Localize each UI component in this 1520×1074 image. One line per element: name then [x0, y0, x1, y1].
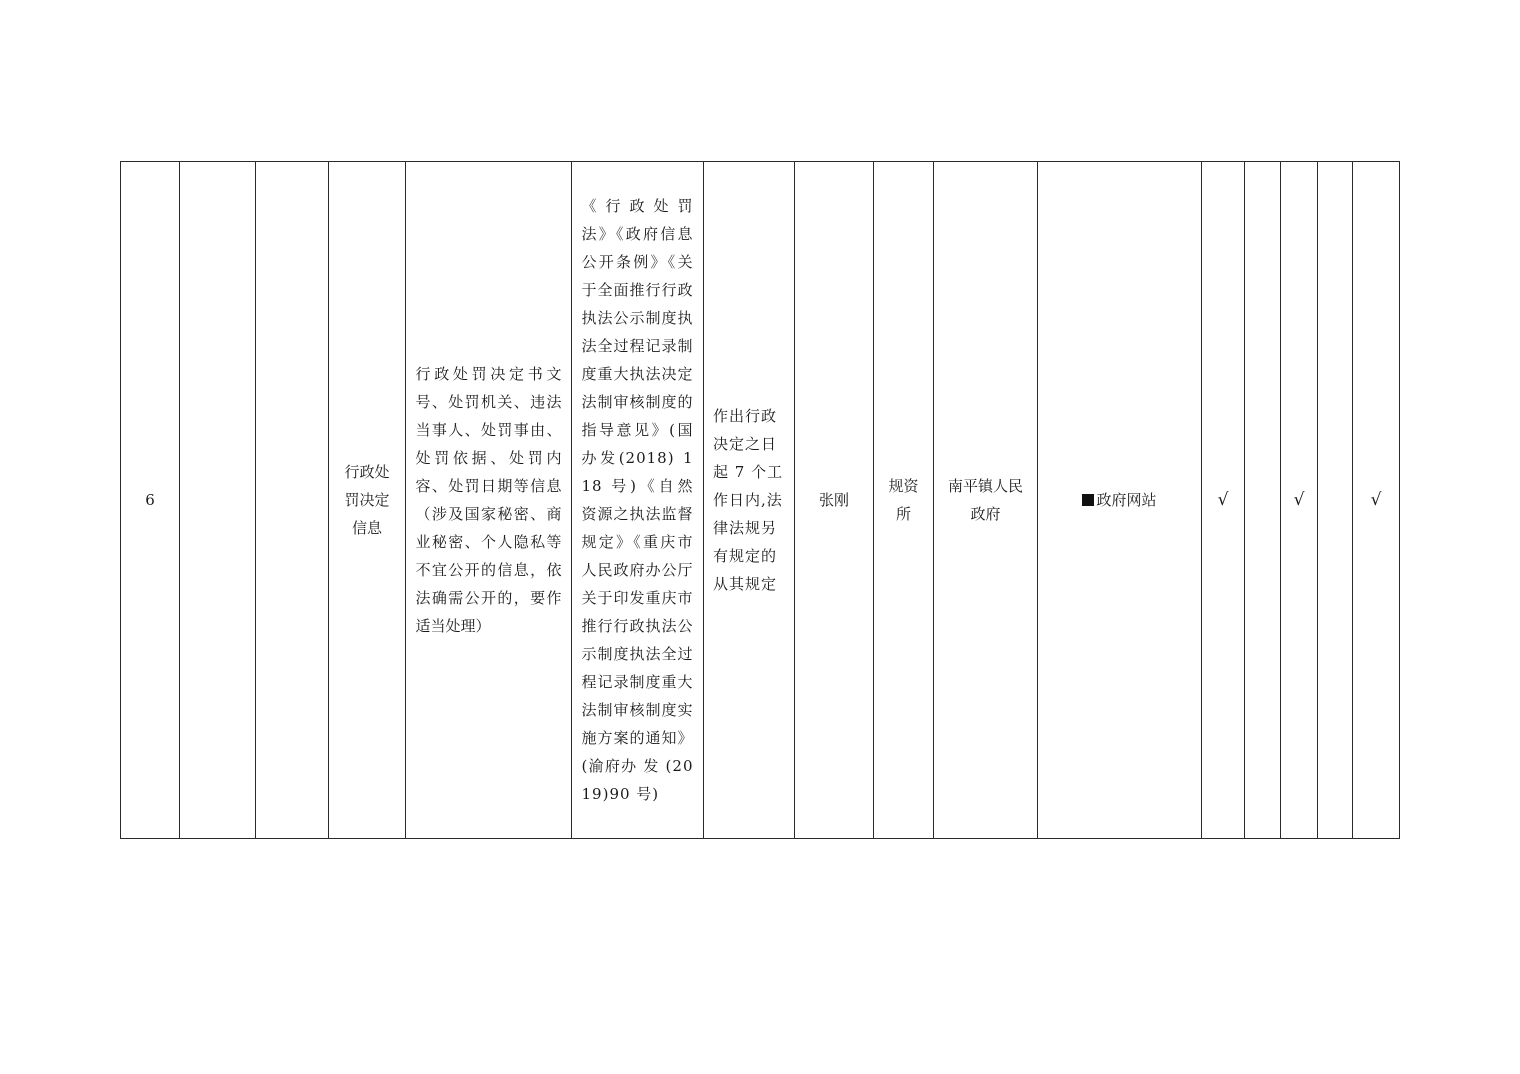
disclosure-table — [120, 161, 1400, 839]
disclosure-scope-cell — [406, 162, 572, 839]
category-1-cell — [180, 162, 256, 839]
row-index: 6 — [145, 491, 155, 509]
info-type: 行政处罚决定信息 — [344, 463, 390, 537]
responsible-person-cell — [795, 162, 874, 839]
check-cell-1 — [1202, 162, 1245, 839]
filled-square-icon — [1082, 494, 1094, 506]
channel: 政府网站 — [1096, 491, 1157, 509]
legal-basis-cell — [572, 162, 704, 839]
check-cell-2 — [1245, 162, 1281, 839]
subject-cell — [934, 162, 1038, 839]
disclosure-scope: 行政处罚决定书文号、处罚机关、违法当事人、处罚事由、处罚依据、处罚内容、处罚日期等信息（涉及国家秘密、商业秘密、个人隐私等不宜公开的信息，依法确需公开的，要作适当处理） — [415, 365, 562, 635]
check-cell-4 — [1318, 162, 1353, 839]
category-2-cell — [256, 162, 329, 839]
check-cell-3 — [1281, 162, 1318, 839]
department: 规资所 — [888, 477, 919, 523]
department-cell — [874, 162, 934, 839]
time-limit-cell — [704, 162, 795, 839]
check-cell-5 — [1353, 162, 1400, 839]
legal-basis: 《行政处罚法》《政府信息公开条例》《关于全面推行行政执法公示制度执法全过程记录制度重大执法决定法制审核制度的指导意见》(国办发(2018) 118 号)《自然资源之执法监督规定》《重庆市人民政府办公厅关于印发重庆市推行行政执法公示制度执法全过程记录制度重大法制审核制度实施方案的通知》(渝府办 发 (2019)90 号) — [581, 197, 694, 803]
info-type-cell — [329, 162, 406, 839]
time-limit: 作出行政决定之日起 7 个工作日内,法律法规另有规定的从其规定 — [713, 407, 784, 593]
row-index-cell — [121, 162, 180, 839]
channel-cell — [1038, 162, 1202, 839]
responsible-person: 张刚 — [818, 491, 849, 509]
checkmark-icon: √ — [1293, 490, 1305, 510]
checkmark-icon: √ — [1370, 490, 1382, 510]
checkmark-icon: √ — [1217, 490, 1229, 510]
subject: 南平镇人民政府 — [947, 477, 1023, 523]
table-row — [121, 162, 1400, 839]
